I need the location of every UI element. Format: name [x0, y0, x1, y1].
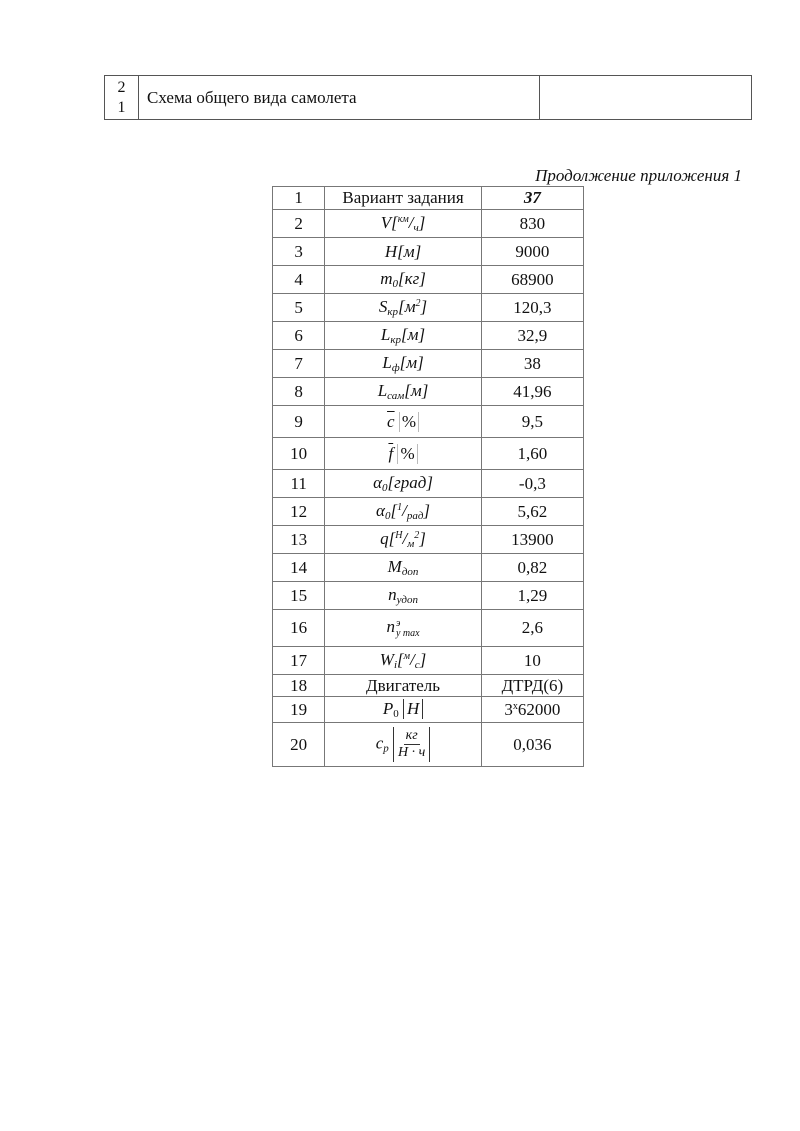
- table-row: [273, 210, 584, 238]
- param-value: 32,9: [481, 322, 583, 350]
- row-number: 20: [273, 723, 325, 767]
- row-number: 16: [273, 610, 325, 647]
- row-number: 17: [273, 647, 325, 675]
- top-table-empty-cell: [540, 76, 751, 119]
- row-number: 15: [273, 582, 325, 610]
- param-label: $P_0$ Н: [325, 697, 481, 723]
- param-value: 9000: [481, 238, 583, 266]
- row-number: 14: [273, 554, 325, 582]
- param-value: 2,6: [481, 610, 583, 647]
- table-row-header: [273, 187, 584, 210]
- param-label: $q[^Н/_м^2]$: [325, 526, 481, 554]
- row-number: 11: [273, 470, 325, 498]
- param-label: $M_{доп}$: [325, 554, 481, 582]
- param-label: $L_{кр}[м]$: [325, 322, 481, 350]
- row-number: 10: [273, 438, 325, 470]
- param-label: $L_ф[м]$: [325, 350, 481, 378]
- top-table-number-line2: 1: [117, 98, 126, 116]
- table-row: [273, 470, 584, 498]
- param-value: 41,96: [481, 378, 583, 406]
- param-value: 0,036: [481, 723, 583, 767]
- param-value: 38: [481, 350, 583, 378]
- row-number: 5: [273, 294, 325, 322]
- param-label: $m_0[кг]$: [325, 266, 481, 294]
- param-value: 68900: [481, 266, 583, 294]
- table-row: [273, 266, 584, 294]
- param-label: $L_{сам}[м]$: [325, 378, 481, 406]
- row-number: 19: [273, 697, 325, 723]
- param-value: 1,29: [481, 582, 583, 610]
- row-number: 2: [273, 210, 325, 238]
- table-row: [273, 582, 584, 610]
- param-label: H[м]: [325, 238, 481, 266]
- param-value: 10: [481, 647, 583, 675]
- param-label: $W_i[^м/_с]$: [325, 647, 481, 675]
- row-number: 8: [273, 378, 325, 406]
- param-label: Двигатель: [325, 675, 481, 697]
- table-row: [273, 498, 584, 526]
- param-value: 120,3: [481, 294, 583, 322]
- table-row: [273, 610, 584, 647]
- param-label: $c_p$ $\frac{кг}{Н \cdot ч}$: [325, 723, 481, 767]
- table-row: [273, 526, 584, 554]
- param-value: 13900: [481, 526, 583, 554]
- table-row: [273, 675, 584, 697]
- param-label: n э y max: [325, 610, 481, 647]
- param-value: 0,82: [481, 554, 583, 582]
- param-label: $n_{удоп}$: [325, 582, 481, 610]
- top-table-number-line1: 2: [117, 78, 126, 96]
- param-label: $\overline{f}$ %: [325, 438, 481, 470]
- param-label: $\overline{c}$ %: [325, 406, 481, 438]
- top-table-number: [105, 76, 139, 119]
- row-number: 4: [273, 266, 325, 294]
- top-table: [104, 75, 752, 120]
- param-value: 830: [481, 210, 583, 238]
- parameters-table: [272, 186, 584, 767]
- param-label: $\alpha_0[^1/_{рад}]$: [325, 498, 481, 526]
- table-row: [273, 350, 584, 378]
- row-number: 6: [273, 322, 325, 350]
- row-number: 18: [273, 675, 325, 697]
- param-label: $V[^{км}/_ч]$: [325, 210, 481, 238]
- param-label: $\alpha_0[град]$: [325, 470, 481, 498]
- row-number: 7: [273, 350, 325, 378]
- param-value: 5,62: [481, 498, 583, 526]
- param-value: ДТРД(6): [481, 675, 583, 697]
- param-value: 9,5: [481, 406, 583, 438]
- param-value: 3$^x$62000: [481, 697, 583, 723]
- variant-value: 37: [481, 187, 583, 210]
- table-row: [273, 438, 584, 470]
- table-row: [273, 378, 584, 406]
- table-row: [273, 554, 584, 582]
- table-row: [273, 238, 584, 266]
- table-row: [273, 723, 584, 767]
- param-value: -0,3: [481, 470, 583, 498]
- table-row: [273, 406, 584, 438]
- row-number: 1: [273, 187, 325, 210]
- param-label: $S_{кр}[м^2]$: [325, 294, 481, 322]
- param-value: 1,60: [481, 438, 583, 470]
- header-label: Вариант задания: [325, 187, 481, 210]
- row-number: 12: [273, 498, 325, 526]
- table-row: [273, 322, 584, 350]
- table-row: [273, 697, 584, 723]
- row-number: 9: [273, 406, 325, 438]
- row-number: 13: [273, 526, 325, 554]
- table-row: [273, 647, 584, 675]
- row-number: 3: [273, 238, 325, 266]
- table-row: [273, 294, 584, 322]
- continuation-label: Продолжение приложения 1: [535, 166, 742, 185]
- top-table-title: Схема общего вида самолета: [139, 76, 540, 119]
